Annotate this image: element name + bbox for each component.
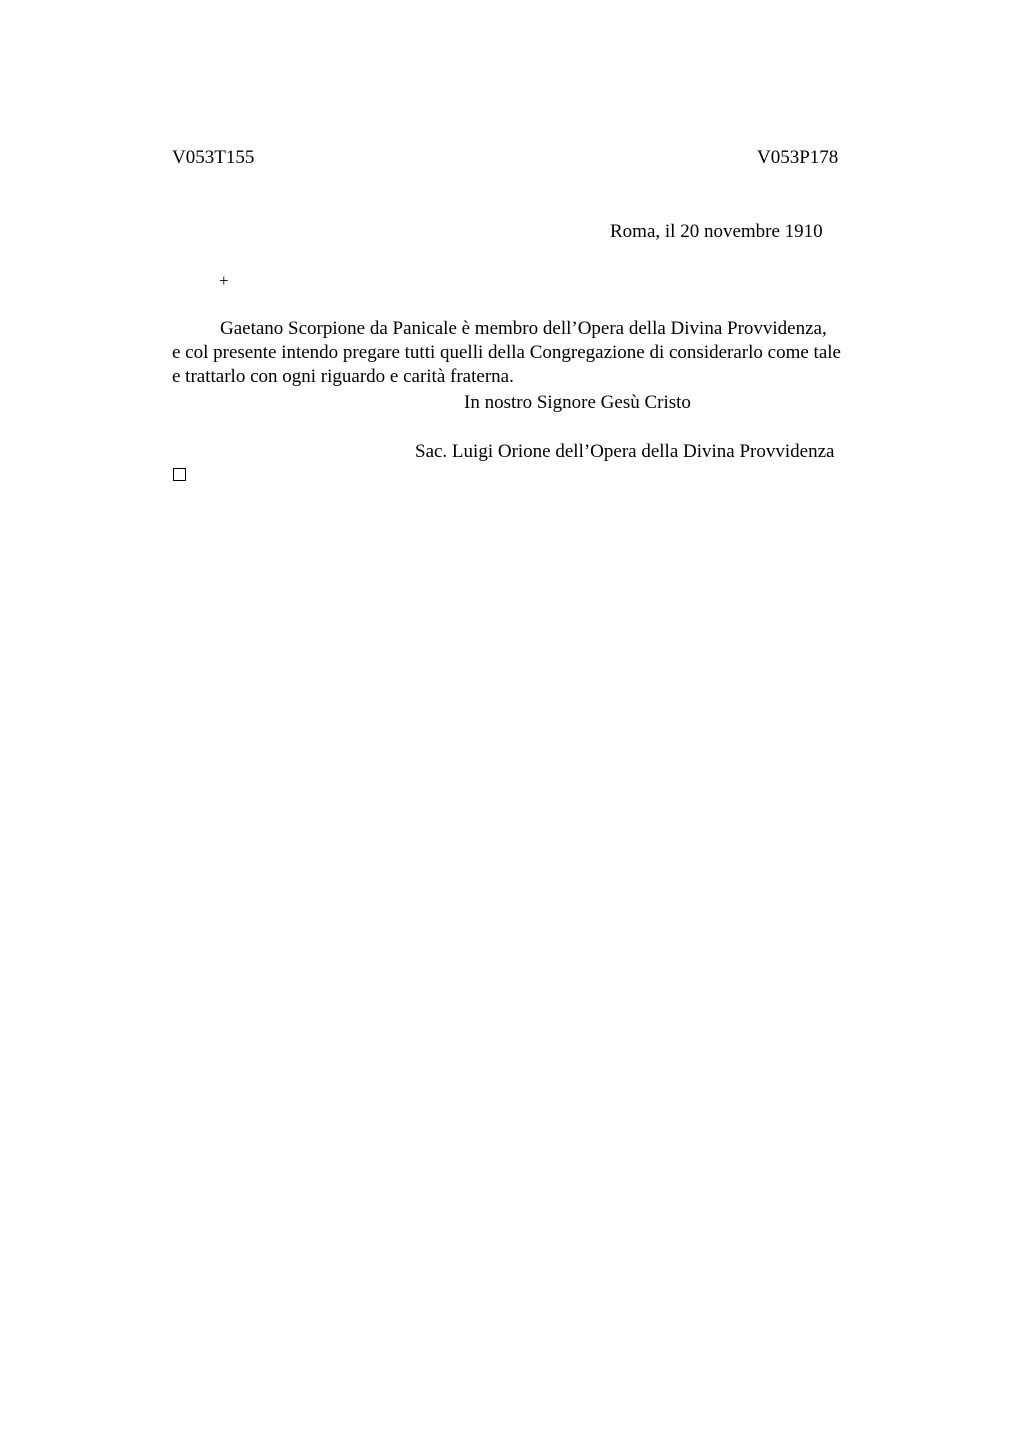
letter-signature: Sac. Luigi Orione dell’Opera della Divina Provvidenza <box>415 441 835 462</box>
square-icon <box>173 468 186 481</box>
cross-symbol: + <box>219 271 229 290</box>
document-code-left: V053T155 <box>172 147 255 168</box>
body-line: e trattarlo con ogni riguardo e carità fraterna. <box>172 366 514 387</box>
letter-date: Roma, il 20 novembre 1910 <box>610 221 823 242</box>
letter-closing: In nostro Signore Gesù Cristo <box>464 392 691 413</box>
letter-body <box>172 317 912 389</box>
body-line: Gaetano Scorpione da Panicale è membro dell’Opera della Divina Provvidenza, <box>220 318 827 339</box>
body-line: e col presente intendo pregare tutti quelli della Congregazione di considerarlo come tale <box>172 342 841 363</box>
document-code-right: V053P178 <box>757 147 839 168</box>
